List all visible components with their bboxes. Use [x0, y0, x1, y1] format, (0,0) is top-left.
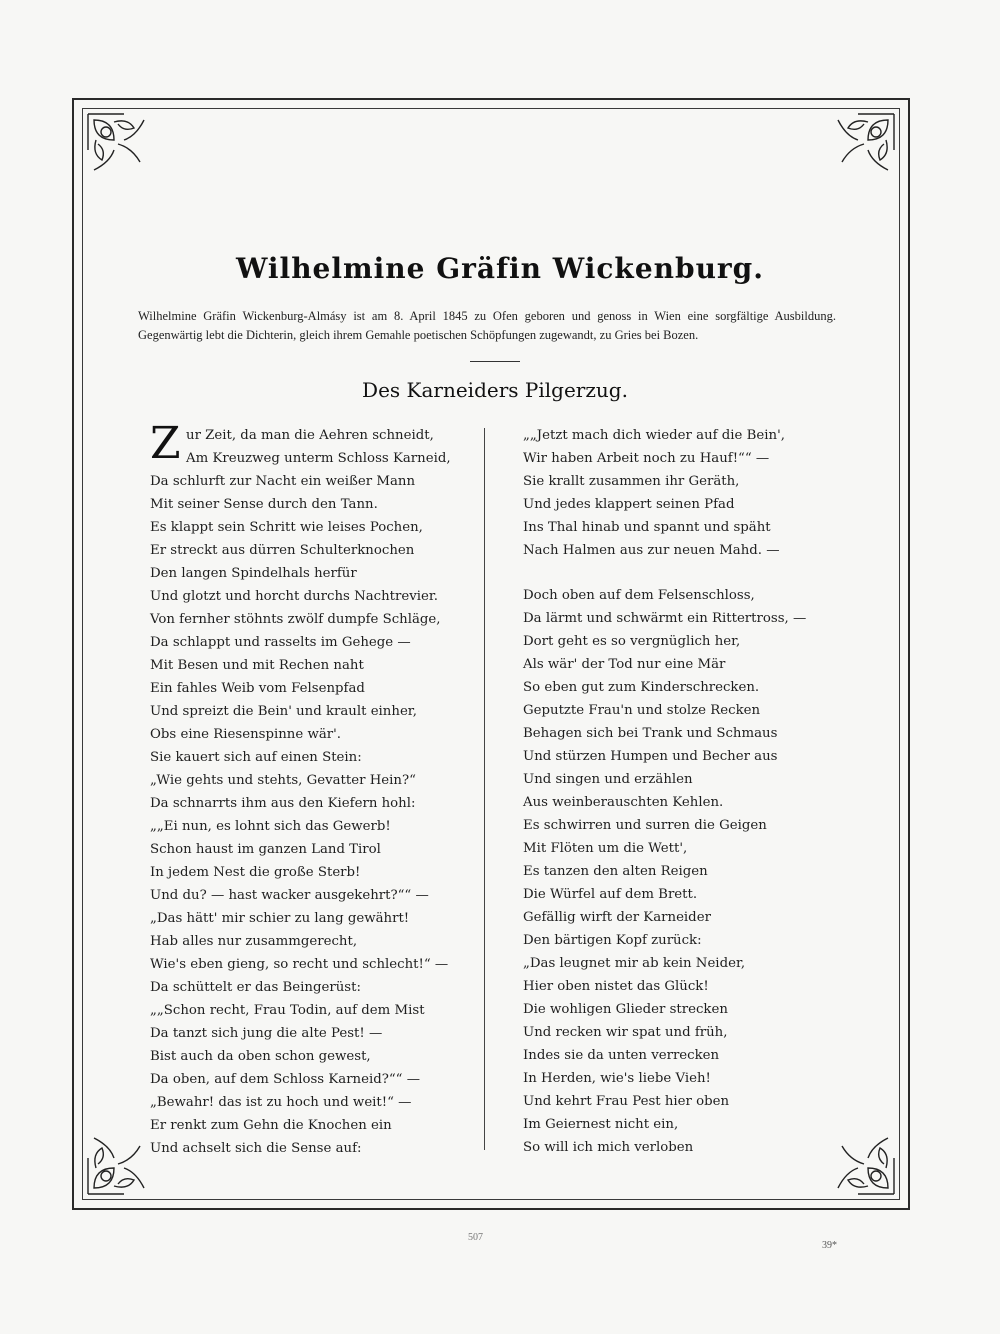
poem-line: Wir haben Arbeit noch zu Hauf!““ — [523, 451, 770, 466]
poem-line: Und singen und erzählen [523, 772, 693, 787]
poem-column-left [150, 424, 470, 1160]
poem-line: Da schlappt und rasselts im Gehege — [150, 635, 411, 650]
poem-line: Den bärtigen Kopf zurück: [523, 933, 702, 948]
page-title: Wilhelmine Gräfin Wickenburg. [235, 252, 765, 285]
poem-line: „Das leugnet mir ab kein Neider, [523, 956, 746, 971]
poem-line: „Bewahr! das ist zu hoch und weit!“ — [150, 1095, 412, 1110]
poem-line: Und jedes klappert seinen Pfad [523, 497, 735, 512]
poem-line: Sie kauert sich auf einen Stein: [150, 750, 362, 765]
poem-line: Und du? — hast wacker ausgekehrt?““ — [150, 888, 429, 903]
poem-line: In jedem Nest die große Sterb! [150, 865, 361, 880]
poem-line: Die Würfel auf dem Brett. [523, 887, 698, 902]
poem-line: In Herden, wie's liebe Vieh! [523, 1071, 711, 1086]
poem-line: Bist auch da oben schon gewest, [150, 1049, 371, 1064]
poem-line: Er renkt zum Gehn die Knochen ein [150, 1118, 392, 1133]
poem-line: Ins Thal hinab und spannt und späht [523, 520, 771, 535]
poem-line: Und achselt sich die Sense auf: [150, 1141, 362, 1156]
poem-line: Und stürzen Humpen und Becher aus [523, 749, 778, 764]
poem-line: „„Ei nun, es lohnt sich das Gewerb! [150, 819, 391, 834]
column-divider [484, 428, 485, 1150]
poem-line: Sie krallt zusammen ihr Geräth, [523, 474, 740, 489]
poem-title: Des Karneiders Pilgerzug. [362, 378, 628, 402]
poem-line: Und recken wir spat und früh, [523, 1025, 728, 1040]
poem-column-right-stanza-2 [523, 584, 853, 1159]
poem-line: Nach Halmen aus zur neuen Mahd. — [523, 543, 780, 558]
poem-line: Geputzte Frau'n und stolze Recken [523, 703, 761, 718]
poem-line: Es schwirren und surren die Geigen [523, 818, 767, 833]
poem-line: Er streckt aus dürren Schulterknochen [150, 543, 415, 558]
poem-line: Mit seiner Sense durch den Tann. [150, 497, 378, 512]
poem-line: „„Schon recht, Frau Todin, auf dem Mist [150, 1003, 425, 1018]
poem-line: „Das hätt' mir schier zu lang gewährt! [150, 911, 410, 926]
poem-line: Mit Flöten um die Wett', [523, 841, 688, 856]
drop-cap-initial: Z [150, 418, 181, 469]
poem-line: Ein fahles Weib vom Felsenpfad [150, 681, 365, 696]
poem-line: Behagen sich bei Trank und Schmaus [523, 726, 778, 741]
poem-line: So eben gut zum Kinderschrecken. [523, 680, 760, 695]
poem-line: Wie's eben gieng, so recht und schlecht!“ — [150, 957, 449, 972]
poem-line: Da schlurft zur Nacht ein weißer Mann [150, 474, 416, 489]
poem-line: ur Zeit, da man die Aehren schneidt, [186, 428, 434, 443]
poem-line: So will ich mich verloben [523, 1140, 694, 1155]
poem-line: Da tanzt sich jung die alte Pest! — [150, 1026, 383, 1041]
poem-line: Schon haust im ganzen Land Tirol [150, 842, 381, 857]
poem-line: Hier oben nistet das Glück! [523, 979, 709, 994]
poem-line: Da schnarrts ihm aus den Kiefern hohl: [150, 796, 416, 811]
poem-line: Hab alles nur zusammgerecht, [150, 934, 358, 949]
poem-line: Als wär' der Tod nur eine Mär [523, 657, 726, 672]
divider [470, 361, 520, 362]
poem-line: Mit Besen und mit Rechen naht [150, 658, 364, 673]
poem-line: Im Geiernest nicht ein, [523, 1117, 679, 1132]
poem-line: „„Jetzt mach dich wieder auf die Bein', [523, 428, 785, 443]
ornament-corner-icon [84, 110, 164, 190]
ornament-corner-icon [818, 110, 898, 190]
poem-line: Den langen Spindelhals herfür [150, 566, 357, 581]
poem-line: Obs eine Riesenspinne wär'. [150, 727, 341, 742]
poem-line: Und glotzt und horcht durchs Nachtrevier. [150, 589, 438, 604]
poem-line: Es tanzen den alten Reigen [523, 864, 708, 879]
poem-line: Da schüttelt er das Beingerüst: [150, 980, 361, 995]
poem-line: Indes sie da unten verrecken [523, 1048, 720, 1063]
author-biography: Wilhelmine Gräfin Wickenburg-Almásy ist am 8. April 1845 zu Ofen geboren und genoss in Wien eine sorgfältige Ausbildung. Gegenwärtig lebt die Dichterin, gleich ihrem Gemahle poetischen Schöpfungen zugewandt, zu Gries bei Bozen. [138, 309, 836, 342]
poem-line: Da lärmt und schwärmt ein Rittertross, — [523, 611, 807, 626]
signature-mark: 39* [822, 1240, 837, 1251]
poem-line: „Wie gehts und stehts, Gevatter Hein?“ [150, 773, 416, 788]
poem-line: Von fernher stöhnts zwölf dumpfe Schläge, [150, 612, 441, 627]
poem-line: Gefällig wirft der Karneider [523, 910, 711, 925]
poem-line: Es klappt sein Schritt wie leises Pochen, [150, 520, 423, 535]
poem-line: Und spreizt die Bein' und krault einher, [150, 704, 417, 719]
page-number: 507 [468, 1232, 483, 1243]
poem-line: Aus weinberauschten Kehlen. [523, 795, 724, 810]
poem-line: Da oben, auf dem Schloss Karneid?““ — [150, 1072, 420, 1087]
poem-line: Die wohligen Glieder strecken [523, 1002, 728, 1017]
poem-line: Und kehrt Frau Pest hier oben [523, 1094, 730, 1109]
poem-line: Am Kreuzweg unterm Schloss Karneid, [186, 451, 451, 466]
poem-line: Doch oben auf dem Felsenschloss, [523, 588, 755, 603]
poem-column-right-stanza-1 [523, 424, 853, 562]
poem-line: Dort geht es so vergnüglich her, [523, 634, 741, 649]
